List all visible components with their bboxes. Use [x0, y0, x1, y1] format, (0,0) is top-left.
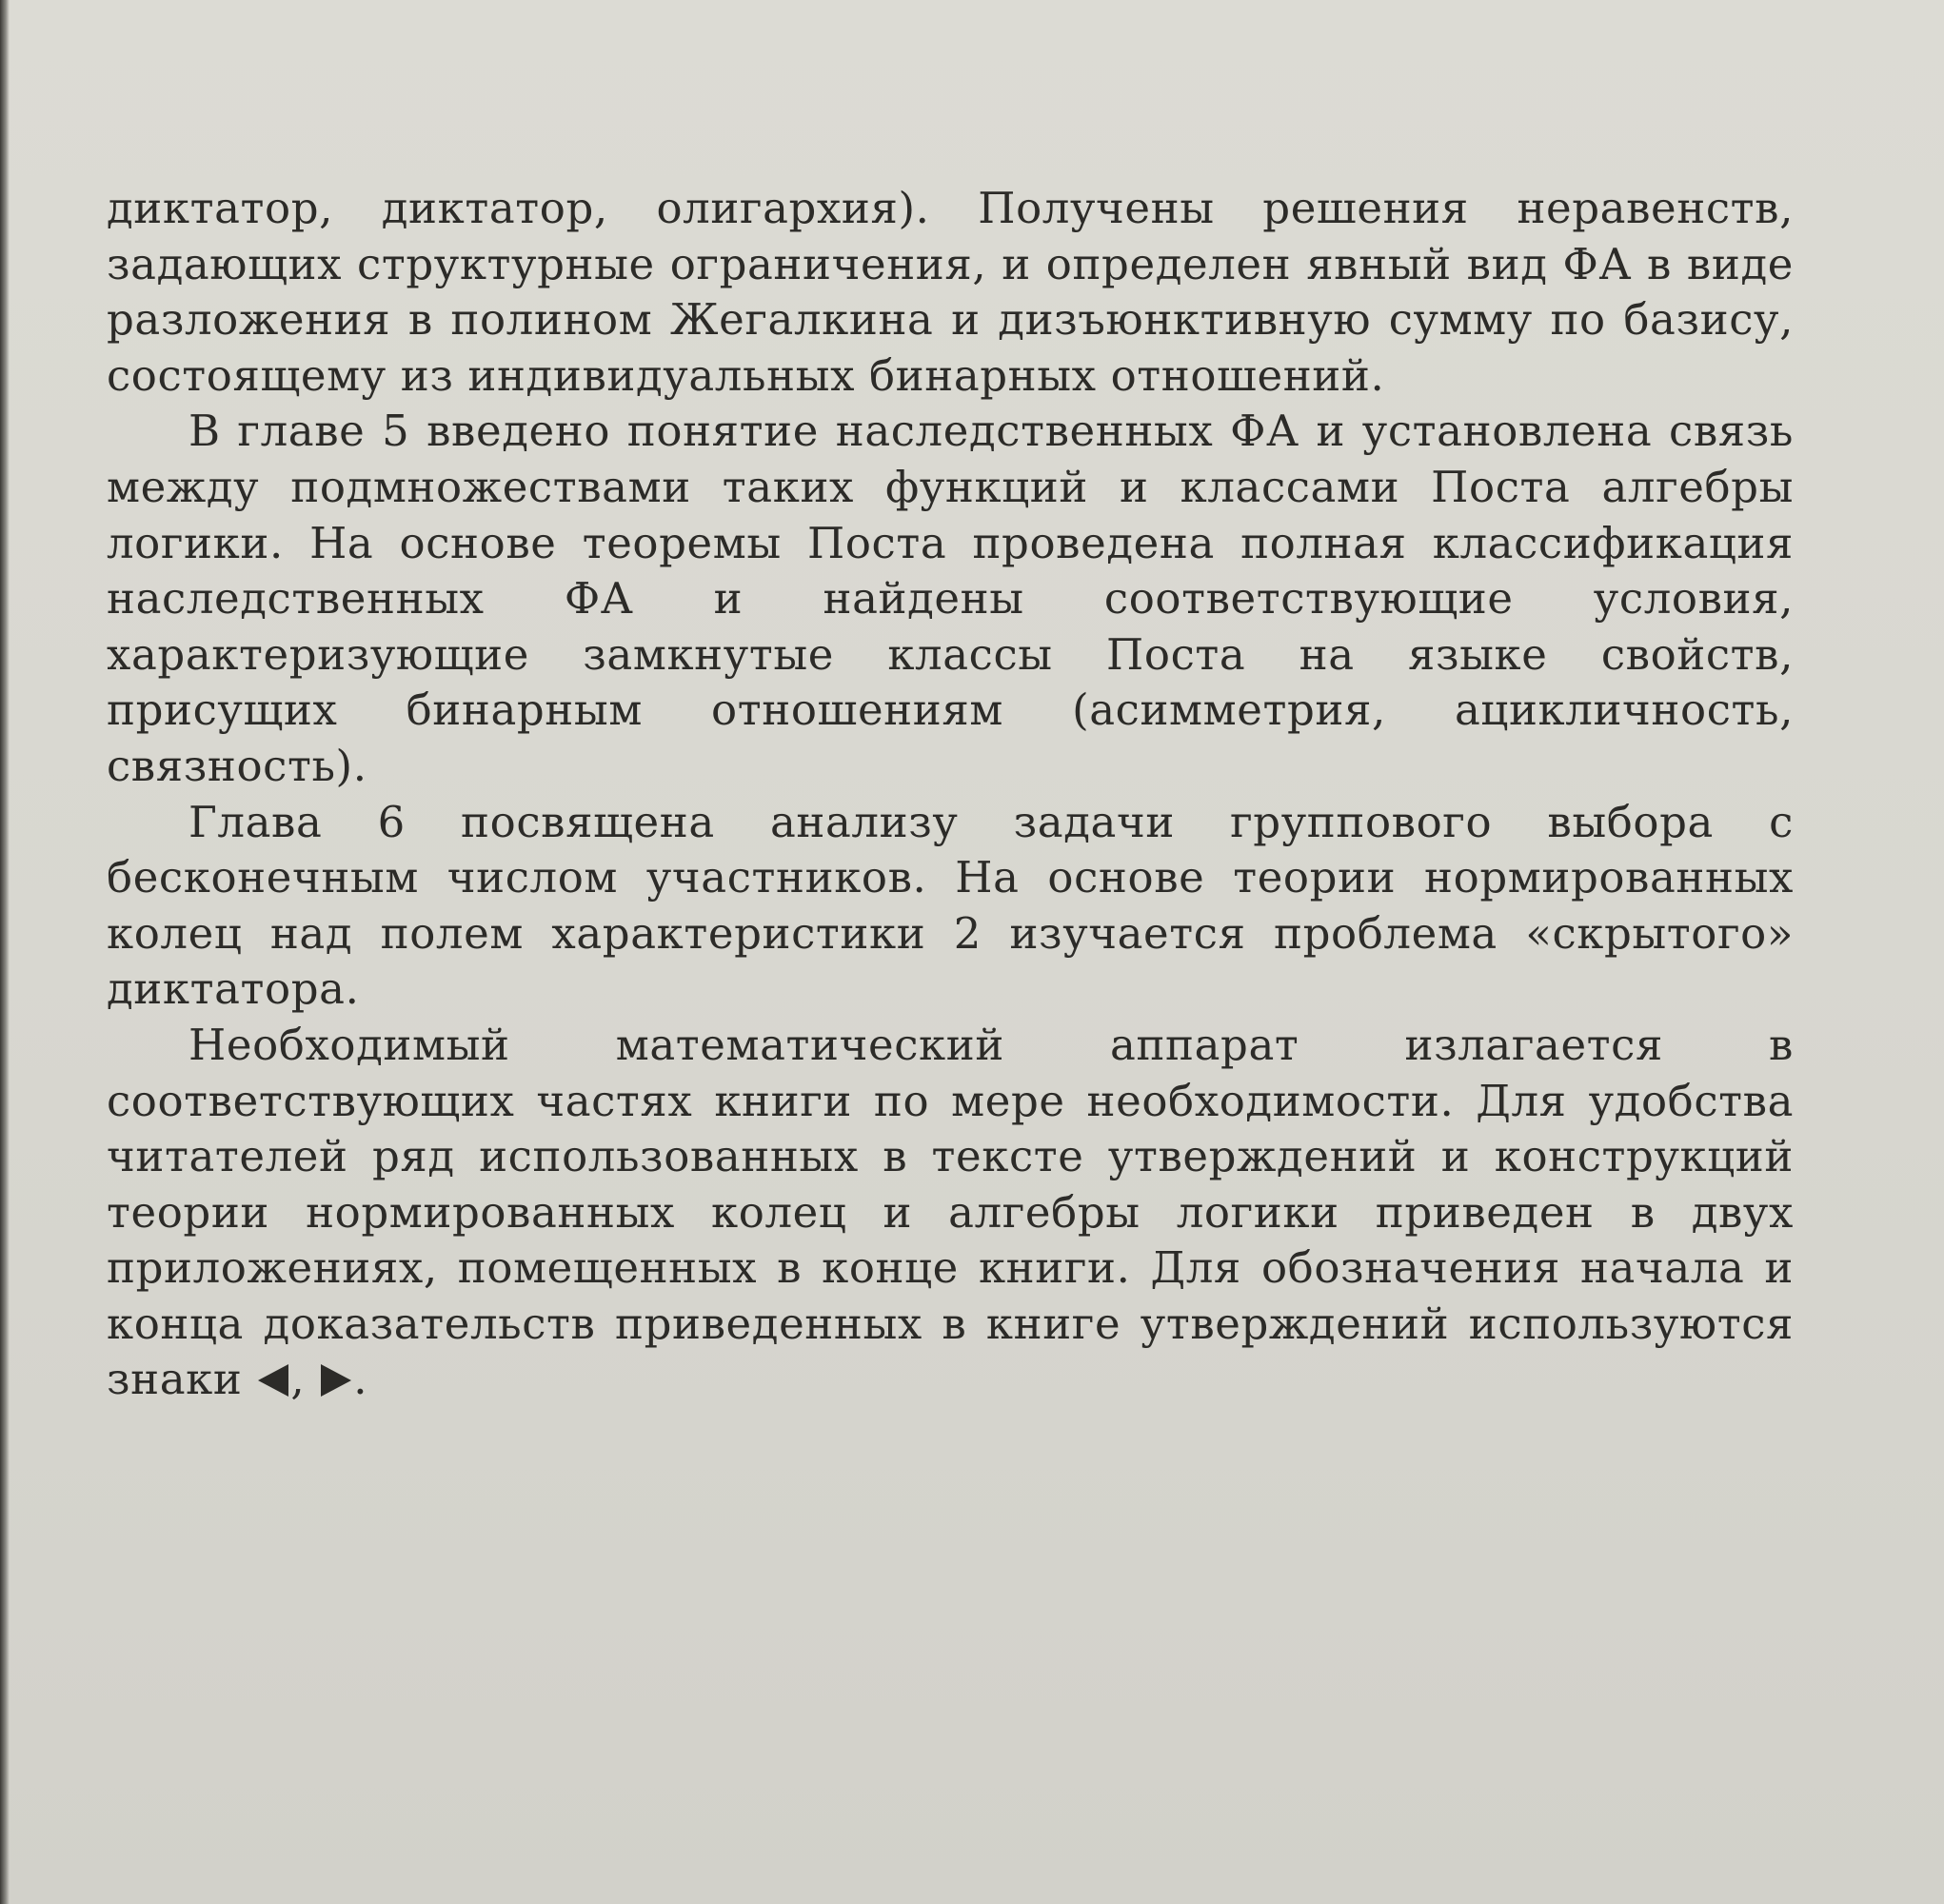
proof-marks — [256, 1354, 367, 1404]
proof-marks-separator: , — [290, 1354, 306, 1405]
proof-marks-terminator: . — [353, 1354, 368, 1405]
paragraph-3: Глава 6 посвящена анализу задачи группового выбора с бесконечным числом участников. На основе теории нормированных колец над полем характеристики 2 изучается проблема «скрытого» диктатора. — [107, 796, 1794, 1015]
paragraph-2: В главе 5 введено понятие наследственных ФА и установлена связь между подмножествами таких функций и классами Поста алгебры логики. На основе теоремы Поста проведена полная классификация наследственных ФА и найдены соответствующие условия, характеризующие замкнутые классы Поста на языке свойств, присущих бинарным отношениям (асимметрия, ацикличность, связность). — [107, 406, 1794, 791]
right-triangle-icon — [319, 1361, 353, 1399]
paragraph-4 — [107, 1018, 1794, 1408]
paragraph-1: диктатор, диктатор, олигархия). Получены решения неравенств, задающих структурные ограничения, и определен явный вид ФА в виде разложения в полином Жегалкина и дизъюнктивную сумму по базису, состоящему из индивидуальных бинарных отношений. — [107, 183, 1794, 401]
body-text — [107, 181, 1794, 1408]
left-triangle-icon — [256, 1361, 290, 1399]
paragraph-4-text: Необходимый математический аппарат излагается в соответствующих частях книги по мере необходимости. Для удобства читателей ряд использованных в тексте утверждений и конструкций теории нормированных колец и алгебры логики приведен в двух приложениях, помещенных в конце книги. Для обозначения начала и конца доказательств приведенных в книге утверждений используются знаки — [107, 1019, 1794, 1405]
page-binding-edge — [0, 0, 10, 1904]
